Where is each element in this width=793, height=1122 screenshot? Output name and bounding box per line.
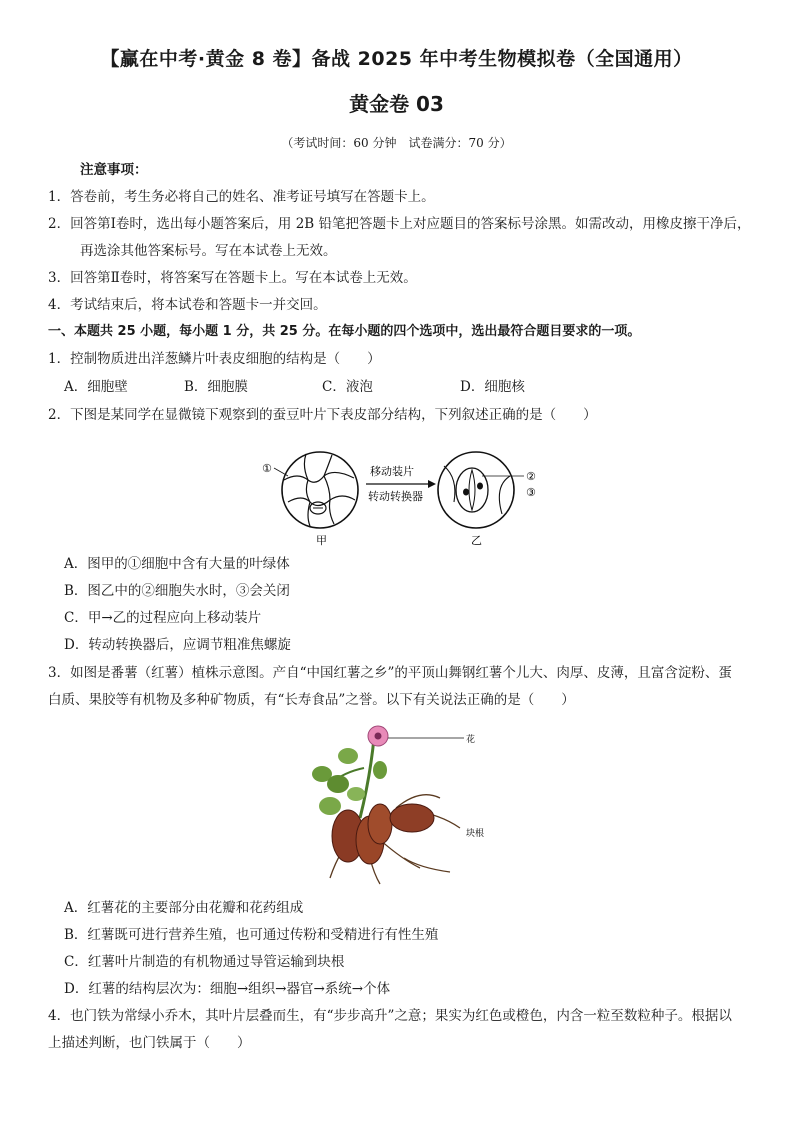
- q3-option-a: A．红薯花的主要部分由花瓣和花药组成: [64, 900, 304, 916]
- label-3: ③: [526, 486, 536, 499]
- caption-yi: 乙: [471, 534, 482, 547]
- field-of-view-b: [438, 452, 514, 528]
- arrow-head-icon: [428, 480, 436, 488]
- microscope-figure: [258, 440, 548, 550]
- caption-jia: 甲: [316, 534, 327, 547]
- leaf: [373, 761, 387, 779]
- question-3-stem: 3．如图是番薯（红薯）植株示意图。产自“中国红薯之乡”的平顶山舞钢红薯个儿大、肉厚、皮薄，且富含淀粉、蛋: [48, 665, 732, 681]
- flower-center: [375, 733, 382, 740]
- leaf: [319, 797, 341, 815]
- q2-option-d: D．转动转换器后，应调节粗准焦螺旋: [64, 637, 291, 653]
- guard-cells: [456, 468, 488, 512]
- note-item: 3．回答第Ⅱ卷时，将答案写在答题卡上。写在本试卷上无效。: [48, 270, 417, 286]
- q3-option-c: C．红薯叶片制造的有机物通过导管运输到块根: [64, 954, 345, 970]
- leaf: [327, 775, 349, 793]
- question-3-stem-cont: 白质、果胶等有机物及多种矿物质，有“长寿食品”之誉。以下有关说法正确的是（ ）: [48, 692, 575, 708]
- guard-cell-nucleus: [477, 483, 483, 490]
- sweet-potato-figure: [300, 718, 500, 886]
- root-label: 块根: [466, 829, 485, 839]
- question-4-stem: 4．也门铁为常绿小乔木，其叶片层叠而生，有“步步高升”之意；果实为红色或橙色，内含一粒至数粒种子。根据以: [48, 1008, 732, 1024]
- note-item-continued: 再选涂其他答案标号。写在本试卷上无效。: [80, 243, 337, 259]
- q1-option-d: D．细胞核: [460, 379, 525, 395]
- stoma-pore: [469, 470, 475, 510]
- stem: [360, 738, 374, 818]
- q2-option-b: B．图乙中的②细胞失水时，③会关闭: [64, 583, 290, 599]
- arrow-label-top: 移动装片: [370, 465, 414, 478]
- q1-option-a: A．细胞壁: [64, 379, 128, 395]
- section-heading: 一、本题共 25 小题，每小题 1 分，共 25 分。在每小题的四个选项中，选出最符合题目要求的一项。: [48, 324, 641, 339]
- cell-wall-line: [444, 466, 455, 502]
- q1-option-b: B．细胞膜: [184, 379, 248, 395]
- question-1-stem: 1．控制物质进出洋葱鳞片叶表皮细胞的结构是（ ）: [48, 351, 381, 367]
- flower-label: 花: [466, 735, 476, 745]
- q2-option-a: A．图甲的①细胞中含有大量的叶绿体: [64, 556, 290, 572]
- q2-option-c: C．甲→乙的过程应向上移动装片: [64, 610, 262, 626]
- exam-info: （考试时间：60 分钟 试卷满分：70 分）: [281, 136, 512, 150]
- tuber: [390, 804, 434, 832]
- tuber: [368, 804, 392, 844]
- question-2-stem: 2．下图是某同学在显微镜下观察到的蚕豆叶片下表皮部分结构，下列叙述正确的是（ ）: [48, 407, 597, 423]
- exam-subtitle: 黄金卷 03: [349, 92, 444, 116]
- note-item: 4．考试结束后，将本试卷和答题卡一并交回。: [48, 297, 327, 313]
- q3-option-d: D．红薯的结构层次为：细胞→组织→器官→系统→个体: [64, 981, 391, 997]
- question-4-stem-cont: 上描述判断，也门铁属于（ ）: [48, 1035, 251, 1051]
- q3-option-b: B．红薯既可进行营养生殖，也可通过传粉和受精进行有性生殖: [64, 927, 439, 943]
- notes-heading: 注意事项：: [80, 162, 148, 178]
- epidermal-cells: [284, 454, 355, 526]
- label-2: ②: [526, 470, 536, 483]
- q1-option-c: C．液泡: [322, 379, 373, 395]
- exam-title: 【赢在中考·黄金 8 卷】备战 2025 年中考生物模拟卷（全国通用）: [100, 48, 693, 70]
- field-of-view-a: [282, 452, 358, 528]
- leaf: [347, 787, 365, 801]
- note-item: 1．答卷前，考生务必将自己的姓名、准考证号填写在答题卡上。: [48, 189, 435, 205]
- leaf: [338, 748, 358, 764]
- label-1: ①: [262, 462, 272, 475]
- guard-cell-nucleus: [463, 489, 469, 496]
- arrow-label-bottom: 转动转换器: [368, 490, 423, 503]
- note-item: 2．回答第Ⅰ卷时，选出每小题答案后，用 2B 铅笔把答题卡上对应题目的答案标号涂黑。如需改动，用橡皮擦干净后，: [48, 216, 751, 232]
